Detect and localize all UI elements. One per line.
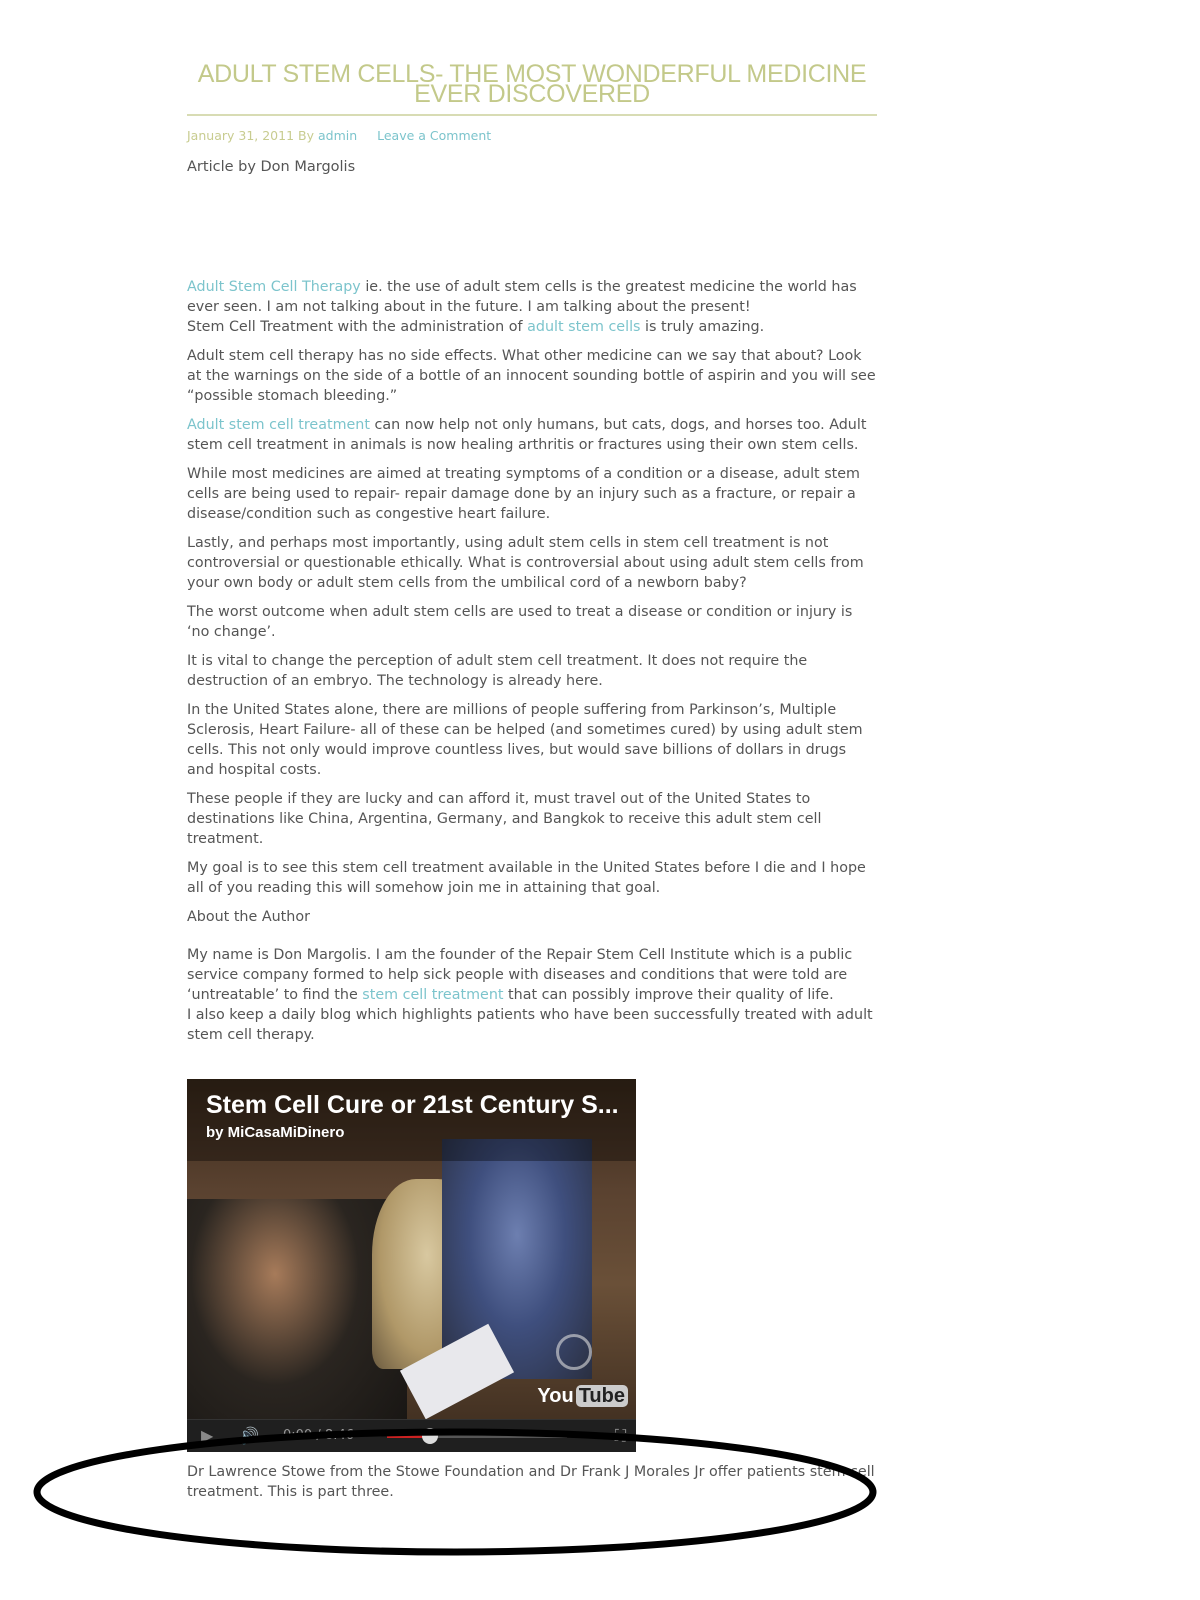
video-progress-fill [387, 1434, 425, 1438]
author-link[interactable]: admin [317, 128, 358, 143]
video-title[interactable]: Stem Cell Cure or 21st Century S... [206, 1091, 619, 1119]
paragraph-about-author [187, 945, 877, 1045]
post-date: January 31, 2011 [187, 128, 295, 143]
video-scrubber-knob[interactable] [422, 1428, 438, 1444]
leave-comment-link[interactable]: Leave a Comment [377, 128, 492, 143]
youtube-logo-tube: Tube [576, 1385, 628, 1407]
video-channel[interactable]: by MiCasaMiDinero [206, 1124, 345, 1141]
play-icon[interactable]: ▶ [201, 1426, 214, 1445]
paragraph-text: that can possibly improve their quality of life. [503, 987, 834, 1003]
adult-stem-cells-link[interactable]: adult stem cells [527, 319, 641, 335]
paragraph-text: Stem Cell Treatment with the administration of [187, 319, 528, 335]
paragraph-text: is truly amazing. [640, 319, 765, 335]
youtube-video-player[interactable] [187, 1079, 636, 1452]
paragraph-text: can now help not only humans, but cats, dogs, and horses too. Adult stem cell treatment in animals is now healing arthritis or fractures using their own stem cells. [187, 417, 867, 453]
youtube-logo-you: You [537, 1385, 574, 1407]
video-caption: Dr Lawrence Stowe from the Stowe Foundation and Dr Frank J Morales Jr offer patients stem cell treatment. This is part three. [187, 1464, 875, 1500]
adult-stem-cell-treatment-link[interactable]: Adult stem cell treatment [187, 417, 370, 433]
post-by: By [298, 128, 314, 143]
paragraph-perception: It is vital to change the perception of adult stem cell treatment. It does not require the destruction of an embryo. The technology is already here. [187, 653, 808, 689]
video-progress-bar[interactable] [387, 1434, 567, 1438]
paragraph-goal: My goal is to see this stem cell treatment available in the United States before I die and I hope all of you reading this will somehow join me in attaining that goal. [187, 860, 866, 896]
paragraph-side-effects: Adult stem cell therapy has no side effects. What other medicine can we say that about? Look at the warnings on the side of a bottle of an innocent sounding bottle of aspirin and you will see “possible stomach bleeding.” [187, 348, 876, 404]
article-body [187, 277, 877, 1054]
paragraph-text: ie. the use of adult stem cells is the greatest medicine the world has ever seen. I am not talking about in the future. I am talking about the present! [187, 279, 857, 315]
cbs-logo-icon [556, 1334, 592, 1370]
paragraph-travel: These people if they are lucky and can afford it, must travel out of the United States to destinations like China, Argentina, Germany, and Bangkok to receive this adult stem cell treatment. [187, 791, 822, 847]
article-header [187, 60, 877, 175]
paragraph-intro [187, 277, 877, 337]
stem-cell-treatment-link[interactable]: stem cell treatment [362, 987, 504, 1003]
paragraph-ethics: Lastly, and perhaps most importantly, using adult stem cells in stem cell treatment is not controversial or questionable ethically. What is controversial about using adult stem cells from your own body or adult stem cells from the umbilical cord of a newborn baby? [187, 535, 864, 591]
paragraph-text: My name is Don Margolis. I am the founder of the Repair Stem Cell Institute which is a public service company formed to help sick people with diseases and conditions that were told are ‘untreatable’ to find the [187, 947, 853, 1003]
video-controls-bar [187, 1419, 636, 1452]
video-time: 0:00 / 8:46 [283, 1428, 355, 1443]
adult-stem-cell-therapy-link[interactable]: Adult Stem Cell Therapy [187, 279, 361, 295]
about-author-heading: About the Author [187, 909, 310, 925]
youtube-logo[interactable] [537, 1385, 628, 1408]
paragraph-animals [187, 415, 877, 455]
paragraph-text: I also keep a daily blog which highlights patients who have been successfully treated with adult stem cell therapy. [187, 1007, 873, 1043]
article-byline: Article by Don Margolis [187, 159, 356, 175]
volume-icon[interactable]: 🔊 [239, 1426, 259, 1445]
post-meta [187, 128, 877, 148]
paragraph-repair: While most medicines are aimed at treating symptoms of a condition or a disease, adult stem cells are being used to repair- repair damage done by an injury such as a fracture, or repair a disease/condition such as congestive heart failure. [187, 466, 860, 522]
article-title[interactable]: ADULT STEM CELLS- THE MOST WONDERFUL MEDICINE EVER DISCOVERED [187, 60, 877, 116]
paragraph-outcome: The worst outcome when adult stem cells are used to treat a disease or condition or injury is ‘no change’. [187, 604, 853, 640]
fullscreen-icon[interactable]: ⛶ [614, 1426, 626, 1445]
paragraph-us-patients: In the United States alone, there are millions of people suffering from Parkinson’s, Multiple Sclerosis, Heart Failure- all of these can be helped (and sometimes cured) by using adult stem cells. This not only would improve countless lives, but would save billions of dollars in drugs and hospital costs. [187, 702, 863, 778]
